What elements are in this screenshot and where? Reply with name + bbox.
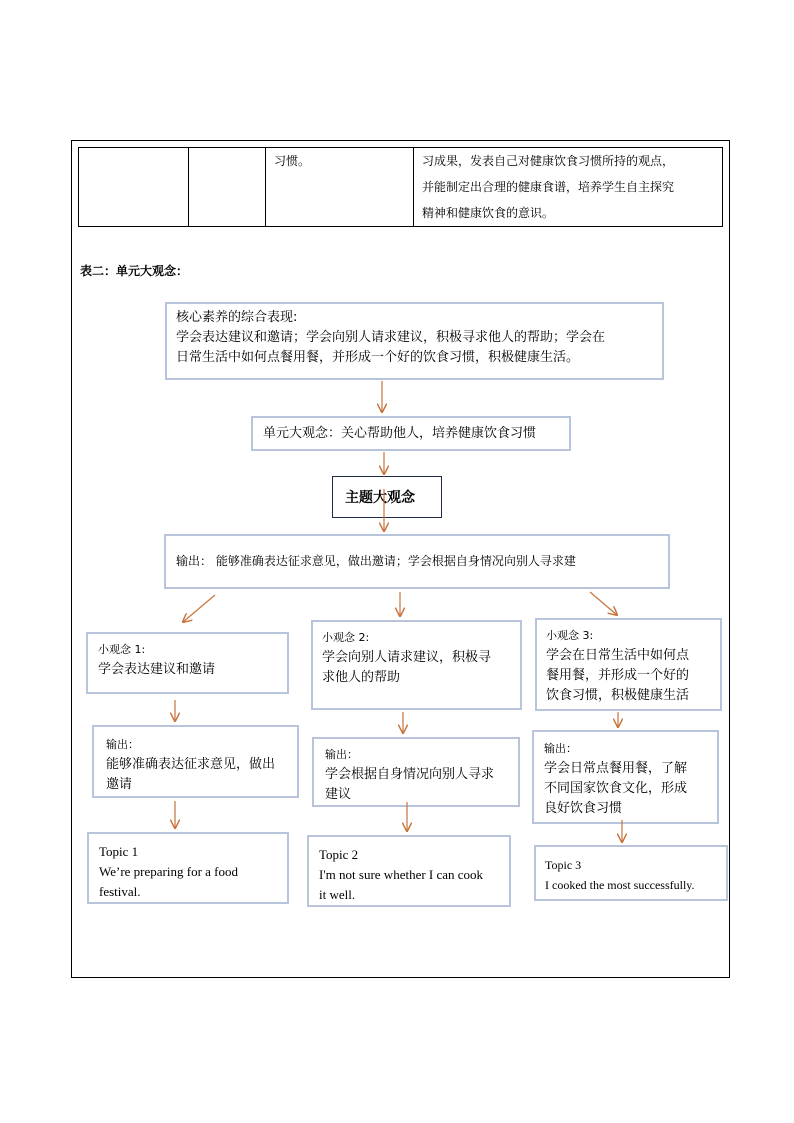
unit-idea-text: 单元大观念：关心帮助他人，培养健康饮食习惯 bbox=[263, 426, 537, 441]
cell4-line: 并能制定出合理的健康食谱，培养学生自主探究 bbox=[422, 180, 675, 194]
core-line: 学会表达建议和邀请；学会向别人请求建议，积极寻求他人的帮助；学会在 bbox=[176, 330, 606, 345]
output-main-text: 输出： 能够准确表达征求意见，做出邀请；学会根据自身情况向别人寻求建 bbox=[176, 554, 576, 568]
topic-line: I cooked the most successfully. bbox=[545, 878, 695, 892]
idea-label: 小观念 2: bbox=[322, 631, 370, 644]
core-line: 日常生活中如何点餐用餐，并形成一个好的饮食习惯，积极健康生活。 bbox=[176, 350, 580, 365]
topic-line: We’re preparing for a food bbox=[99, 864, 238, 879]
topic-label: Topic 2 bbox=[319, 847, 359, 862]
output-line: 不同国家饮食文化，形成 bbox=[544, 781, 688, 796]
arrow-icon bbox=[183, 595, 215, 622]
section-caption: 表二：单元大观念： bbox=[80, 264, 189, 278]
output-line: 能够准确表达征求意见，做出 bbox=[106, 757, 276, 772]
idea-line: 求他人的帮助 bbox=[322, 670, 401, 685]
core-title: 核心素养的综合表现: bbox=[176, 310, 298, 325]
cell4-line: 精神和健康饮食的意识。 bbox=[422, 206, 555, 220]
output-line: 建议 bbox=[325, 787, 352, 802]
output-line: 学会日常点餐用餐，了解 bbox=[544, 761, 688, 776]
topic-line: I'm not sure whether I can cook bbox=[319, 867, 484, 882]
arrow-icon bbox=[590, 592, 617, 615]
output-line: 学会根据自身情况向别人寻求 bbox=[325, 767, 495, 782]
idea-label: 小观念 1: bbox=[98, 643, 146, 656]
topic-line: it well. bbox=[319, 887, 356, 902]
idea-line: 学会表达建议和邀请 bbox=[98, 662, 216, 677]
idea-line: 餐用餐，并形成一个好的 bbox=[546, 668, 690, 683]
output-label: 输出： bbox=[544, 742, 577, 755]
topic-label: Topic 1 bbox=[99, 844, 139, 859]
output-line: 良好饮食习惯 bbox=[544, 801, 623, 816]
topic-label: Topic 3 bbox=[545, 858, 582, 872]
output-label: 输出： bbox=[325, 748, 358, 761]
idea-label: 小观念 3: bbox=[546, 629, 594, 642]
cell4-line: 习成果，发表自己对健康饮食习惯所持的观点， bbox=[422, 154, 675, 168]
topic-line: festival. bbox=[99, 884, 141, 899]
theme-idea-text: 主题大观念 bbox=[345, 490, 415, 506]
idea-line: 学会向别人请求建议，积极寻 bbox=[322, 650, 492, 665]
output-line: 邀请 bbox=[106, 777, 133, 792]
idea-line: 学会在日常生活中如何点 bbox=[546, 648, 690, 663]
idea-line: 饮食习惯，积极健康生活 bbox=[546, 688, 690, 703]
cell3-text: 习惯。 bbox=[274, 154, 311, 168]
output-label: 输出： bbox=[106, 738, 139, 751]
